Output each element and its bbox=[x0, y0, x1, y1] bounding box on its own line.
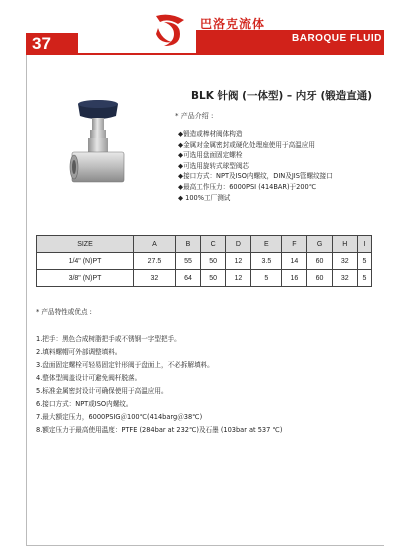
table-cell: 32 bbox=[332, 253, 357, 270]
table-cell: 5 bbox=[357, 253, 371, 270]
table-cell: 27.5 bbox=[133, 253, 175, 270]
spec-item: ◆可选用旋转式球型阀芯 bbox=[178, 161, 250, 170]
feature-item: 5.标准金属密封设计可确保使用于高温应用。 bbox=[36, 387, 168, 395]
product-title: BLK 针阀 (一体型) – 内牙 (锻造直通) bbox=[191, 90, 373, 102]
column-header: E bbox=[251, 236, 282, 253]
table-cell: 60 bbox=[307, 253, 332, 270]
brand-logo-icon bbox=[150, 10, 196, 50]
table-header-row bbox=[37, 236, 372, 253]
feature-item: 7.最大额定压力，6000PSIG＠100℃(414barg＠38℃) bbox=[36, 413, 203, 421]
column-header: D bbox=[226, 236, 251, 253]
column-header: F bbox=[282, 236, 307, 253]
needle-valve-photo bbox=[66, 98, 130, 190]
feature-item: 4.整体型阀盖设计可避免阀杆脱落。 bbox=[36, 374, 142, 382]
table-row bbox=[37, 253, 372, 270]
brand-name-en: BAROQUE FLUID bbox=[292, 33, 382, 44]
table-cell: 32 bbox=[133, 270, 175, 287]
page-number: 37 bbox=[26, 33, 78, 55]
column-header: B bbox=[175, 236, 200, 253]
table-cell: 3.5 bbox=[251, 253, 282, 270]
feature-item: 8.额定压力于最高使用温度：PTFE (284bar at 232℃)及石墨 (103bar at 537 ℃) bbox=[36, 426, 283, 434]
feature-item: 3.盘面固定螺栓可轻易固定针形阀于盘面上，不必拆解填料。 bbox=[36, 361, 214, 369]
column-header: C bbox=[201, 236, 226, 253]
column-header: A bbox=[133, 236, 175, 253]
table-cell: 14 bbox=[282, 253, 307, 270]
page-border-bottom bbox=[26, 545, 384, 546]
features-heading: * 产品特性或优点 : bbox=[36, 308, 92, 316]
header-divider bbox=[26, 53, 384, 55]
brand-name-cn: 巴洛克流体 bbox=[200, 17, 266, 31]
table-cell: 3/8" (N)PT bbox=[37, 270, 134, 287]
feature-item: 6.接口方式：NPT或ISO内螺纹。 bbox=[36, 400, 133, 408]
dimensions-table bbox=[36, 235, 372, 287]
page-border-left bbox=[26, 55, 27, 545]
spec-item: ◆ 100%工厂测试 bbox=[178, 193, 231, 202]
table-cell: 5 bbox=[357, 270, 371, 287]
table-row bbox=[37, 270, 372, 287]
table-cell: 50 bbox=[201, 270, 226, 287]
spec-item: ◆金属对金属密封或硬化处理座使用于高温应用 bbox=[178, 140, 315, 149]
spec-item: ◆最高工作压力：6000PSI (414BAR)于200℃ bbox=[178, 182, 317, 191]
column-header: SIZE bbox=[37, 236, 134, 253]
spec-item: ◆接口方式：NPT及ISO内螺纹，DIN及JIS管螺纹接口 bbox=[178, 172, 333, 181]
spec-item: ◆锻造或棒材阀体构造 bbox=[178, 130, 243, 138]
feature-item: 1.把手：黑色合成树脂把手或不锈钢一字型把手。 bbox=[36, 335, 181, 343]
column-header: H bbox=[332, 236, 357, 253]
spec-item: ◆可选用盘面固定螺栓 bbox=[178, 151, 243, 160]
table-cell: 32 bbox=[332, 270, 357, 287]
features-section bbox=[36, 306, 282, 437]
table-cell: 12 bbox=[226, 253, 251, 270]
features-list bbox=[36, 333, 282, 437]
table-cell: 64 bbox=[175, 270, 200, 287]
feature-item: 2.填料螺帽可外部调整填料。 bbox=[36, 348, 122, 356]
table-cell: 5 bbox=[251, 270, 282, 287]
table-cell: 60 bbox=[307, 270, 332, 287]
table-cell: 50 bbox=[201, 253, 226, 270]
table-cell: 12 bbox=[226, 270, 251, 287]
spec-list bbox=[178, 129, 333, 203]
intro-heading: * 产品介绍 : bbox=[175, 112, 214, 120]
table-cell: 1/4" (N)PT bbox=[37, 253, 134, 270]
column-header: I bbox=[357, 236, 371, 253]
table-cell: 55 bbox=[175, 253, 200, 270]
table-cell: 16 bbox=[282, 270, 307, 287]
column-header: G bbox=[307, 236, 332, 253]
